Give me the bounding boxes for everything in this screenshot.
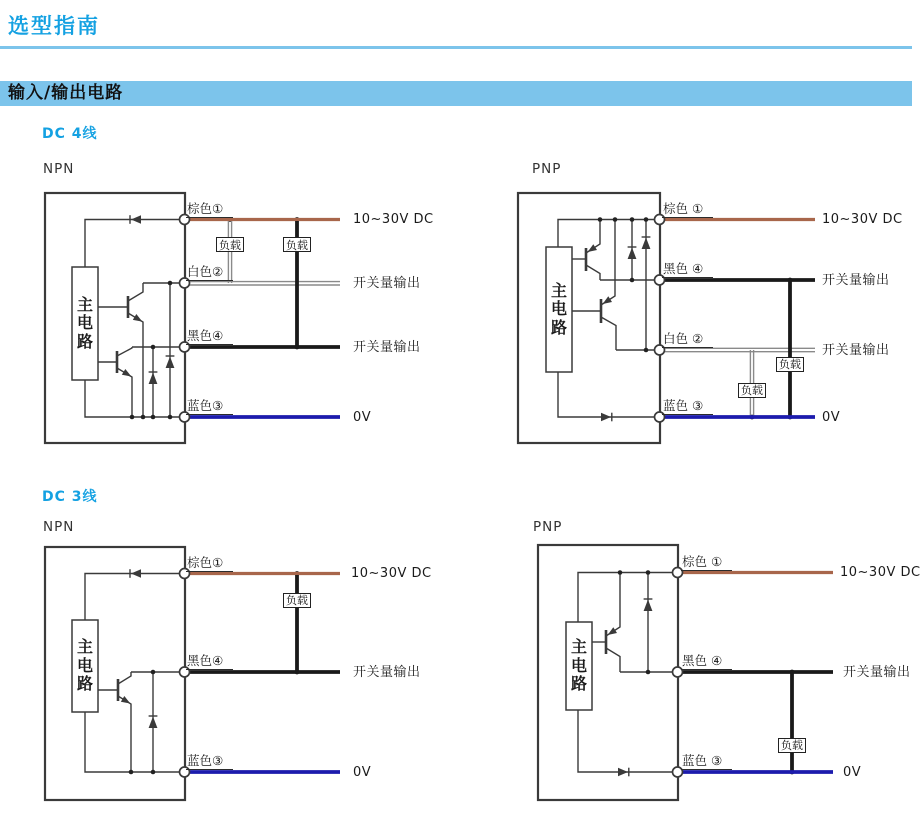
diode-up-icon [149, 672, 158, 772]
wire-label-black: 黑色④ [186, 329, 233, 345]
diode-left-icon [130, 569, 141, 578]
wire-label-blue: 蓝色 ③ [662, 399, 713, 415]
wire-label-black: 黑色 ④ [662, 262, 713, 278]
diode-right-icon [601, 413, 612, 422]
section-title: 输入/输出电路 [8, 83, 124, 103]
diode-up-icon [628, 220, 637, 281]
npn-transistor-icon [98, 347, 133, 417]
diagram-type-label: NPN [43, 519, 75, 535]
terminal-label-0v: 0V [353, 409, 372, 425]
load-box: 负载 [216, 237, 244, 252]
terminal-label-output2: 开关量输出 [353, 339, 421, 355]
terminal-label-output1: 开关量输出 [353, 275, 421, 291]
diagram-type-label: PNP [533, 519, 563, 535]
main-circuit-label: 主电路 [76, 294, 93, 351]
npn-transistor-icon [98, 283, 144, 417]
wire-label-white: 白色 ② [662, 332, 713, 348]
wire-label-brown: 棕色 ① [681, 555, 732, 571]
terminal-label-power: 10~30V DC [840, 565, 921, 580]
terminal-label-power: 10~30V DC [351, 566, 432, 581]
terminal-label-power: 10~30V DC [353, 212, 434, 227]
outer-box [45, 547, 185, 800]
main-circuit-label: 主电路 [550, 280, 567, 337]
main-circuit-box [72, 267, 98, 380]
npn-transistor-icon [98, 672, 132, 772]
main-circuit-label: 主电路 [570, 637, 587, 694]
terminal-label-output2: 开关量输出 [822, 342, 890, 358]
diagram-type-label: PNP [532, 161, 562, 177]
terminal-label-output1: 开关量输出 [822, 272, 890, 288]
main-circuit-box [546, 247, 572, 372]
pnp-transistor-icon [592, 573, 620, 673]
load-box: 负载 [778, 738, 806, 753]
diagram-type-label: NPN [43, 161, 75, 177]
main-circuit-label: 主电路 [76, 637, 93, 694]
wire-label-black: 黑色④ [186, 654, 233, 670]
terminal-label-0v: 0V [822, 409, 841, 425]
wire-label-blue: 蓝色 ③ [681, 754, 732, 770]
diode-up-icon [166, 283, 175, 417]
terminal-label-output: 开关量输出 [843, 664, 911, 680]
page-title: 选型指南 [8, 14, 100, 38]
wire-label-white: 白色② [186, 265, 233, 281]
wire-label-black: 黑色 ④ [681, 654, 732, 670]
diode-up-icon [149, 347, 158, 417]
terminal-label-0v: 0V [843, 764, 862, 780]
outer-box [45, 193, 185, 443]
terminal-label-0v: 0V [353, 764, 372, 780]
load-box: 负载 [738, 383, 766, 398]
junction-dots [130, 217, 300, 419]
diode-up-icon [644, 573, 653, 673]
terminal-label-power: 10~30V DC [822, 212, 903, 227]
wire-label-brown: 棕色 ① [662, 202, 713, 218]
load-box: 负载 [776, 357, 804, 372]
group-label-dc3: DC 3线 [42, 489, 98, 505]
wire-label-blue: 蓝色③ [186, 754, 233, 770]
terminal-label-output: 开关量输出 [353, 664, 421, 680]
pnp-transistor-icon [572, 220, 616, 351]
load-box: 负载 [283, 593, 311, 608]
main-circuit-box [566, 622, 592, 710]
wire-label-brown: 棕色① [186, 556, 233, 572]
pnp-transistor-icon [572, 220, 600, 281]
wire-label-blue: 蓝色③ [186, 399, 233, 415]
diode-left-icon [130, 215, 141, 224]
diode-up-icon [642, 220, 651, 351]
wire-label-brown: 棕色① [186, 202, 233, 218]
group-label-dc4: DC 4线 [42, 126, 98, 142]
load-box: 负载 [283, 237, 311, 252]
outer-box [518, 193, 660, 443]
diode-right-icon [618, 768, 629, 777]
main-circuit-box [72, 620, 98, 712]
